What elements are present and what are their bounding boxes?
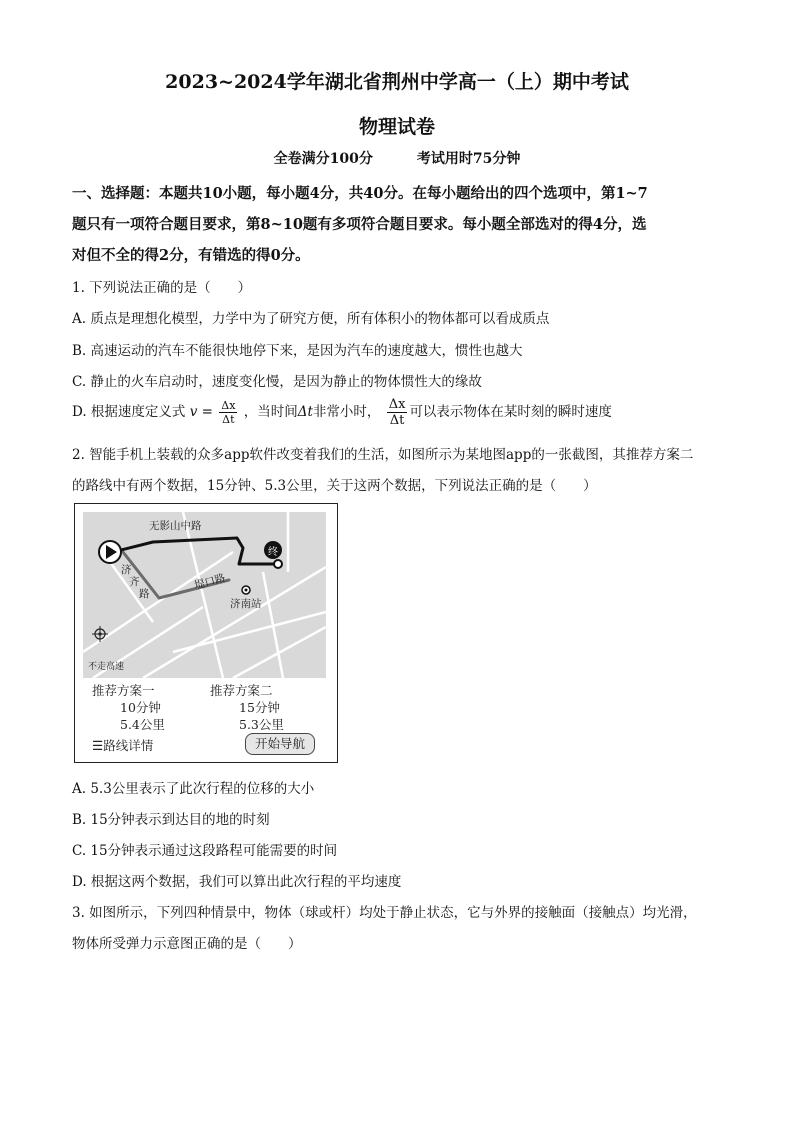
q1-option-a: A. 质点是理想化模型，力学中为了研究方便，所有体积小的物体都可以看成质点 (72, 311, 550, 327)
fraction-dx-dt-2: $\frac{\Delta x}{\Delta t}$ (388, 397, 406, 428)
q1-option-b: B. 高速运动的汽车不能很快地停下来，是因为汽车的速度越大，惯性也越大 (72, 343, 523, 359)
road-label-qi: 齐 (129, 576, 140, 588)
exam-meta (0, 148, 794, 168)
q2-stem-line-2: 的路线中有两个数据，15分钟、5.3公里，关于这两个数据，下列说法正确的是（ ） (72, 478, 597, 494)
q1-option-c: C. 静止的火车启动时，速度变化慢，是因为静止的物体惯性大的缘故 (72, 374, 482, 390)
plan2-time: 15分钟 (239, 700, 280, 715)
score-info: 全卷满分100分 (273, 151, 373, 167)
q2-option-a: A. 5.3公里表示了此次行程的位移的大小 (72, 781, 315, 797)
q2-stem-line-1: 2. 智能手机上装载的众多app软件改变着我们的生活，如图所示为某地图app的一张截图，其推荐方案二 (72, 447, 694, 463)
road-label-lu: 路 (139, 588, 150, 600)
section-instructions-line-1: 一、选择题：本题共10小题，每小题4分，共40分。在每小题给出的四个选项中，第1~7 (72, 185, 648, 202)
q2-option-b: B. 15分钟表示到达目的地的时刻 (72, 812, 270, 828)
q1-stem: 1. 下列说法正确的是（ ） (72, 280, 252, 296)
plan1-distance: 5.4公里 (120, 717, 165, 732)
map-app-figure (74, 503, 338, 763)
start-navigation-button[interactable]: 开始导航 (245, 733, 315, 755)
road-label-ji: 济 (121, 564, 132, 576)
plan1-time: 10分钟 (120, 700, 161, 715)
no-highway-label: 不走高速 (88, 662, 125, 672)
velocity-symbol: v = (189, 404, 213, 420)
map-view (83, 512, 326, 678)
exam-subtitle: 物理试卷 (358, 116, 435, 138)
q3-stem-line-2: 物体所受弹力示意图正确的是（ ） (72, 936, 302, 952)
route-details-link[interactable]: ☰路线详情 (92, 738, 154, 753)
fraction-dx-dt: $\frac{\Delta x}{\Delta t}$ (221, 399, 236, 426)
end-marker-label: 终 (268, 547, 278, 558)
q2-option-c: C. 15分钟表示通过这段路程可能需要的时间 (72, 843, 338, 859)
plan2-distance: 5.3公里 (239, 717, 284, 732)
station-label: 济南站 (230, 598, 262, 610)
section-instructions-line-2: 题只有一项符合题目要求，第8~10题有多项符合题目要求。每小题全部选对的得4分，选 (72, 216, 647, 233)
q3-stem-line-1: 3. 如图所示，下列四种情景中，物体（球或杆）均处于静止状态，它与外界的接触面（接触点）均光滑， (72, 905, 697, 921)
exam-title: 2023~2024学年湖北省荆州中学高一（上）期中考试 (165, 71, 629, 93)
road-label-tikou: 堤口路 (193, 572, 227, 592)
q2-option-d: D. 根据这两个数据，我们可以算出此次行程的平均速度 (72, 874, 402, 890)
time-info: 考试用时75分钟 (416, 151, 521, 167)
road-label-wuying: 无影山中路 (149, 520, 202, 532)
plan2-title[interactable]: 推荐方案二 (210, 683, 273, 698)
plan1-title[interactable]: 推荐方案一 (92, 683, 155, 698)
map-roads (83, 512, 326, 678)
q1-option-d: D. 根据速度定义式 v = $\frac{\Delta x}{\Delta t}$ ，当时间Δt非常小时， $\frac{\Delta x}{\Delta t}$ 可以表示物体在某时刻的瞬时速度 (72, 397, 612, 428)
section-instructions-line-3: 对但不全的得2分，有错选的得0分。 (72, 247, 310, 264)
